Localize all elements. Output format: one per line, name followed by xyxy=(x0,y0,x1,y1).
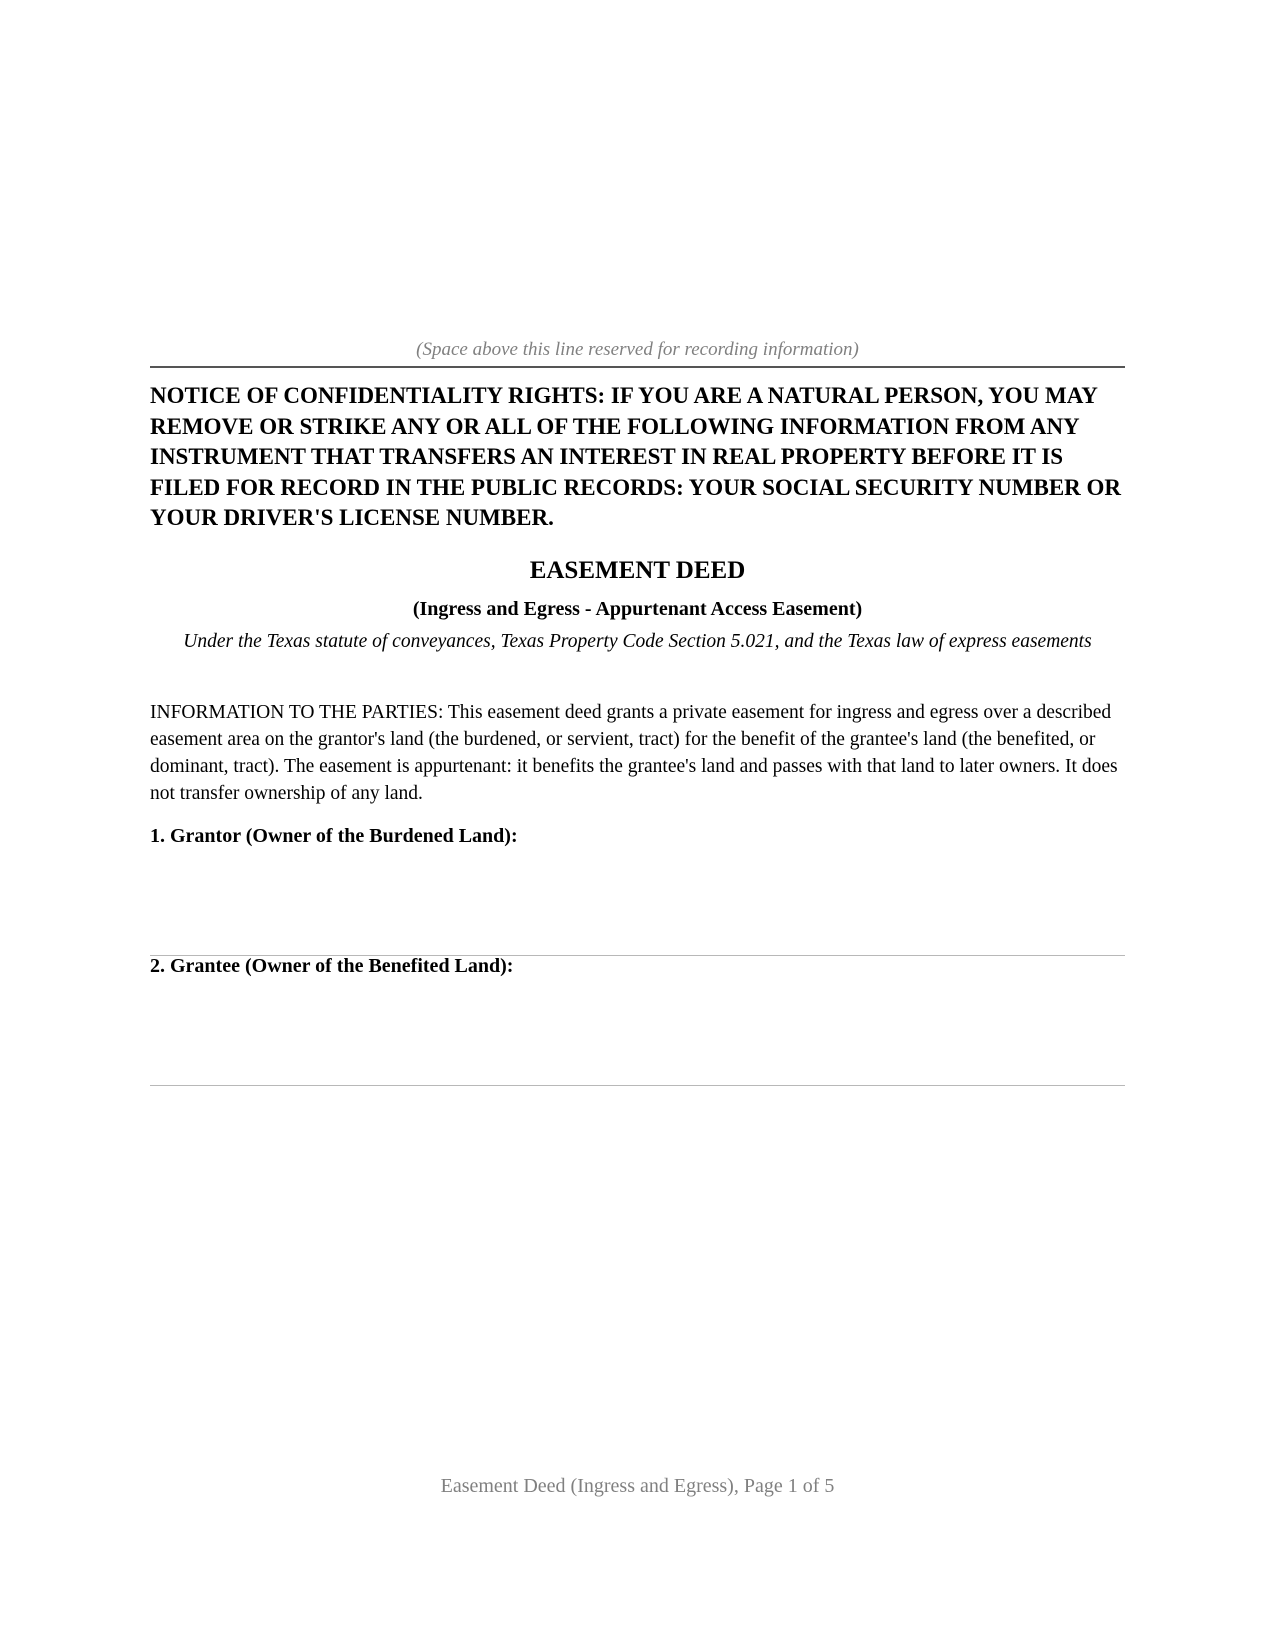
confidentiality-notice: NOTICE OF CONFIDENTIALITY RIGHTS: IF YOU ARE A NATURAL PERSON, YOU MAY REMOVE OR STRIKE ANY OR ALL OF THE FOLLOWING INFORMATION FROM ANY INSTRUMENT THAT TRANSFERS AN INTEREST IN REAL PROPERTY BEFORE IT IS FILED FOR RECORD IN THE PUBLIC RECORDS: YOUR SOCIAL SECURITY NUMBER OR YOUR DRIVER'S LICENSE NUMBER. xyxy=(150,383,1122,530)
document-page xyxy=(150,0,1125,1650)
grantee-field[interactable] xyxy=(150,1085,1125,1086)
recording-divider xyxy=(150,366,1125,368)
document-title: EASEMENT DEED xyxy=(529,557,746,584)
legal-authority: Under the Texas statute of conveyances, Texas Property Code Section 5.021, and the Texas law of express easements xyxy=(183,631,1092,652)
grantee-heading: 2. Grantee (Owner of the Benefited Land): xyxy=(150,955,514,977)
grantor-heading: 1. Grantor (Owner of the Burdened Land): xyxy=(150,825,518,847)
recording-space-note: (Space above this line reserved for recording information) xyxy=(416,339,859,360)
information-to-parties: INFORMATION TO THE PARTIES: This easement deed grants a private easement for ingress and egress over a described easement area on the grantor's land (the burdened, or servient, tract) for the benefit of the grantee's land (the benefited, or dominant, tract). The easement is appurtenant: it benefits the grantee's land and passes with that land to later owners. It does not transfer ownership of any land. xyxy=(150,702,1118,804)
page-footer: Easement Deed (Ingress and Egress), Page 1 of 5 xyxy=(440,1475,835,1497)
document-subtitle: (Ingress and Egress - Appurtenant Access Easement) xyxy=(412,598,863,620)
